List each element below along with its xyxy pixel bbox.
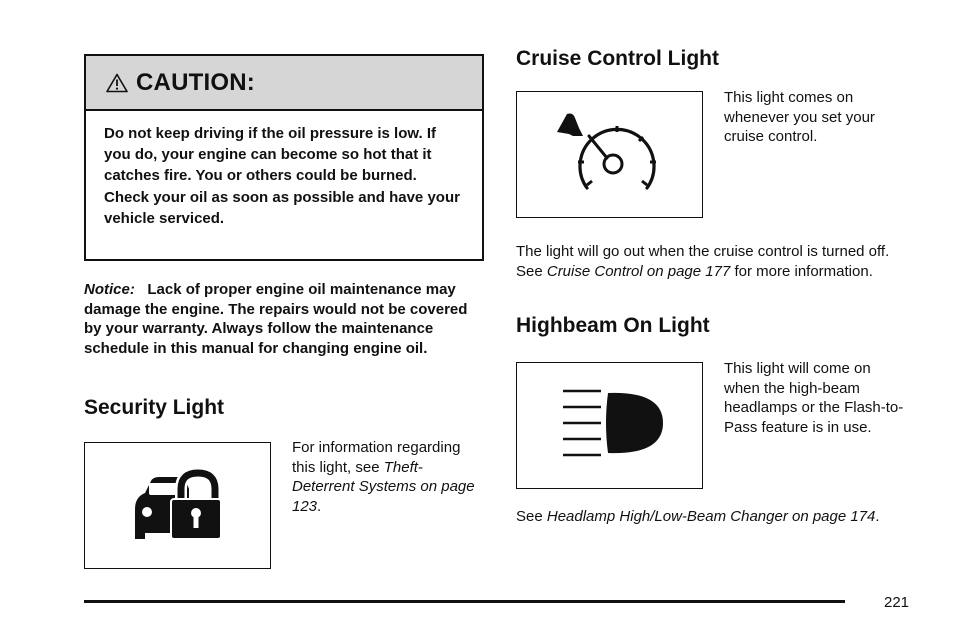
- cruise-side-text: This light comes on whenever you set your cruise control.: [724, 89, 875, 145]
- notice-label: Notice:: [84, 281, 135, 298]
- highbeam-icon-box: [516, 362, 703, 489]
- highbeam-side-text: This light will come on when the high-beam headlamps or the Flash-to-Pass feature is in use.: [724, 360, 904, 436]
- page-number: 221: [884, 594, 910, 611]
- cruise-description: [516, 242, 896, 281]
- cruise-text: The light will go out when the cruise control is turned off. See: [516, 243, 890, 280]
- highbeam-ref-link[interactable]: Headlamp High/Low-Beam Changer on page 174: [546, 508, 876, 525]
- caution-title: CAUTION:: [136, 68, 255, 96]
- caution-header: [86, 56, 482, 111]
- security-text: For information regarding this light, see: [292, 439, 461, 476]
- highbeam-description: [516, 507, 896, 527]
- cruise-icon-box: [516, 91, 703, 218]
- security-icon-box: [84, 442, 271, 569]
- cruise-text-end: for more information.: [730, 262, 873, 280]
- cruise-ref-link[interactable]: Cruise Control on page 177: [546, 262, 731, 280]
- footer-rule: [84, 600, 845, 603]
- security-text-end: .: [317, 497, 322, 515]
- notice-text: Lack of proper engine oil maintenance may damage the engine. The repairs would not be covered by your warranty. Always follow the maintenance schedule in this manual for changing engine oil.: [84, 281, 468, 357]
- high-beam-headlamp-icon: [517, 363, 701, 487]
- caution-text: Do not keep driving if the oil pressure is low. If you do, your engine can become so hot that it catches fire. You or others could be burned. Check your oil as soon as possible and have your vehicle serviced.: [104, 125, 460, 227]
- highbeam-heading: Highbeam On Light: [516, 314, 710, 337]
- security-ref-link[interactable]: Theft-Deterrent Systems on page 123: [292, 458, 475, 515]
- security-description: [292, 438, 477, 516]
- warning-triangle-icon: [106, 73, 128, 93]
- cruise-control-speedometer-icon: [517, 92, 701, 216]
- highbeam-text-end: .: [875, 508, 880, 525]
- highbeam-text: See: [516, 508, 547, 525]
- notice-paragraph: [84, 280, 488, 358]
- cruise-heading: Cruise Control Light: [516, 47, 719, 70]
- security-lock-car-icon: [85, 443, 269, 567]
- caution-box: [84, 54, 484, 261]
- security-heading: Security Light: [84, 396, 225, 419]
